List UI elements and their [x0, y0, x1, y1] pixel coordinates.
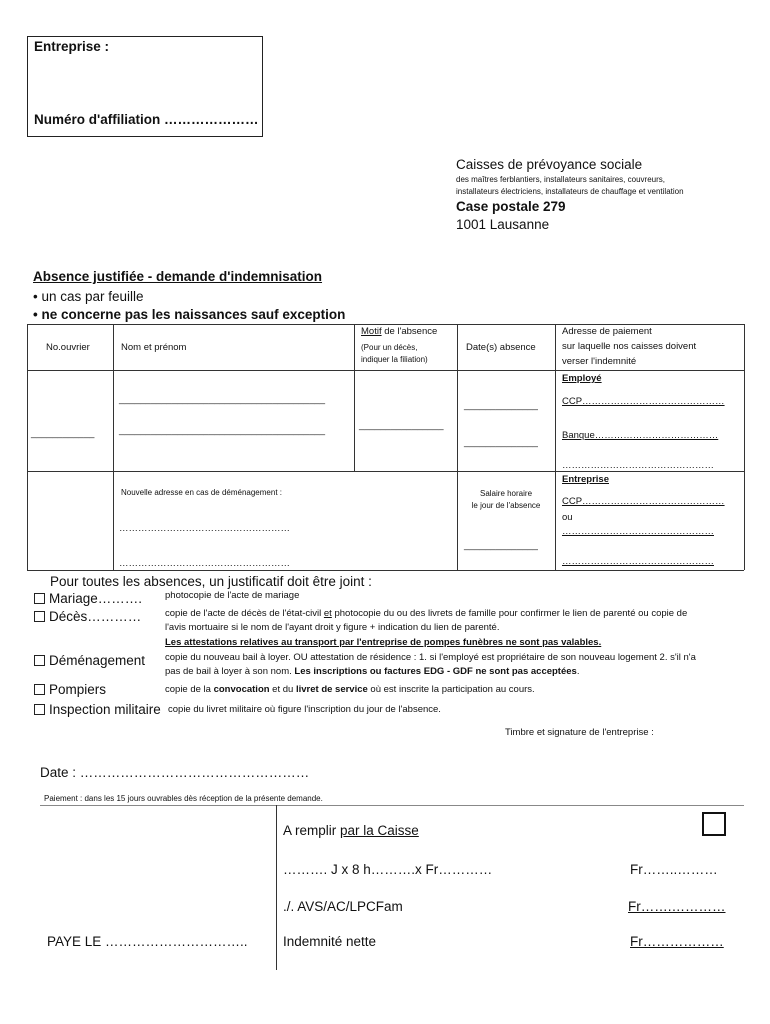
address-po-box: Case postale 279: [456, 199, 566, 214]
new-address-field-2[interactable]: ………………………………………………: [119, 558, 290, 569]
col-header-payment-3: verser l'indemnité: [562, 356, 637, 367]
worker-no-field[interactable]: ____________: [31, 428, 95, 439]
reason-rest: de l'absence: [381, 326, 438, 337]
bullet-no-births: • ne concerne pas les naissances sauf exception: [33, 307, 346, 322]
address-line3: installateurs électriciens, installateurs de chauffage et ventilation: [456, 187, 684, 196]
entreprise-label: Entreprise :: [34, 39, 110, 54]
reason-motif: Motif: [361, 326, 382, 337]
office-checkbox[interactable]: [702, 812, 726, 836]
col-header-worker-no: No.ouvrier: [46, 342, 90, 353]
address-line2: des maîtres ferblantiers, installateurs sanitaires, couvreurs,: [456, 175, 665, 184]
deductions-label: ./. AVS/AC/LPCFam: [283, 899, 403, 914]
company-ccp-field[interactable]: CCP………………………………………: [562, 496, 725, 507]
moving-label: Déménagement: [49, 653, 146, 668]
employee-label: Employé: [562, 373, 602, 384]
death-text-1-et: et: [323, 608, 332, 619]
col-header-reason: [361, 326, 437, 338]
military-label: Inspection militaire: [49, 702, 161, 717]
employee-bank-field[interactable]: Banque…………………………………: [562, 430, 719, 441]
col-header-name: Nom et prénom: [121, 342, 187, 353]
footer-divider: [40, 805, 744, 806]
footer-vertical-divider: [276, 805, 277, 970]
col-header-reason-note1: (Pour un décès,: [361, 343, 418, 352]
stamp-signature-label: Timbre et signature de l'entreprise :: [505, 727, 654, 738]
form-title: Absence justifiée - demande d'indemnisation: [33, 269, 323, 284]
office-use-label: [283, 822, 419, 839]
payment-note: Paiement : dans les 15 jours ouvrables dès réception de la présente demande.: [44, 794, 323, 803]
death-text-2: l'avis mortuaire si le nom de l'ayant droit y figure + indication du lien de parenté.: [165, 622, 500, 633]
checkbox-moving[interactable]: [34, 652, 145, 669]
moving-text-2c: .: [576, 666, 580, 677]
net-indemnity-label: Indemnité nette: [283, 934, 377, 949]
reason-field[interactable]: ________________: [359, 420, 444, 431]
name-field-2[interactable]: _______________________________________: [119, 425, 326, 436]
col-header-reason-note2: indiquer la filiation): [361, 355, 428, 364]
moving-text-2a: pas de bail à loyer à son nom.: [165, 666, 295, 677]
checkbox-icon[interactable]: [34, 684, 45, 695]
firefighters-text: [165, 684, 535, 696]
amount-field-3[interactable]: Fr………………: [630, 934, 724, 949]
employee-ccp-field[interactable]: CCP………………………………………: [562, 396, 725, 407]
amount-field-1[interactable]: Fr……..………: [630, 862, 718, 877]
company-alt-field-1[interactable]: …………………………………………: [562, 526, 714, 537]
checkbox-icon[interactable]: [34, 704, 45, 715]
moving-text-2: [165, 666, 579, 678]
office-use-b: par la Caisse: [340, 823, 419, 838]
date-field-2[interactable]: ______________: [464, 437, 538, 448]
new-address-label: Nouvelle adresse en cas de déménagement :: [121, 488, 282, 497]
checkbox-firefighters[interactable]: [34, 681, 106, 698]
death-text-1b: photocopie du ou des livrets de famille pour confirmer le lien de parenté ou copie de: [331, 608, 688, 619]
affiliation-label: Numéro d'affiliation …………………: [34, 112, 259, 127]
employee-extra-field[interactable]: …………………………………………: [562, 460, 714, 471]
death-text-1a: copie de l'acte de décès de l'état-civil: [165, 608, 324, 619]
hourly-wage-label-1: Salaire horaire: [479, 489, 533, 498]
moving-text-1: copie du nouveau bail à loyer. OU attestation de résidence : 1. si l'employé est propriétaire de son nouveau logement 2. s'il n'a: [165, 652, 696, 663]
date-field-1[interactable]: ______________: [464, 400, 538, 411]
ff-d: livret de service: [295, 684, 368, 695]
marriage-label: Mariage……….: [49, 591, 143, 606]
ff-b: convocation: [213, 684, 270, 695]
address-line1: Caisses de prévoyance sociale: [456, 157, 643, 172]
amount-field-2[interactable]: Fr…….…………: [628, 899, 726, 914]
checkbox-death[interactable]: [34, 608, 141, 625]
col-header-dates: Date(s) absence: [466, 342, 536, 353]
paid-on-field[interactable]: PAYE LE …………………………..: [47, 934, 248, 949]
hourly-wage-label-2: le jour de l'absence: [471, 501, 541, 510]
death-label: Décès…………: [49, 609, 142, 624]
office-use-a: A remplir: [283, 823, 341, 838]
address-city: 1001 Lausanne: [456, 217, 550, 232]
checkbox-icon[interactable]: [34, 593, 45, 604]
checkbox-military[interactable]: [34, 701, 161, 718]
company-label: Entreprise: [562, 474, 609, 485]
name-field-1[interactable]: _______________________________________: [119, 394, 326, 405]
calculation-line[interactable]: ………. J x 8 h……….x Fr…………: [283, 862, 493, 877]
justif-intro: Pour toutes les absences, un justificatif doit être joint :: [50, 574, 372, 589]
firefighters-label: Pompiers: [49, 682, 107, 697]
col-header-payment-2: sur laquelle nos caisses doivent: [562, 341, 697, 352]
military-text: copie du livret militaire où figure l'inscription du jour de l'absence.: [168, 704, 441, 715]
death-text-1: [165, 608, 687, 620]
bullet-one-case: • un cas par feuille: [33, 289, 144, 304]
hourly-wage-field[interactable]: ______________: [464, 540, 538, 551]
ff-e: où est inscrite la participation au cours.: [367, 684, 535, 695]
checkbox-icon[interactable]: [34, 655, 45, 666]
moving-text-2b: Les inscriptions ou factures EDG - GDF ne sont pas acceptées: [294, 666, 577, 677]
col-header-payment-1: Adresse de paiement: [562, 326, 652, 337]
checkbox-icon[interactable]: [34, 611, 45, 622]
ff-c: et du: [269, 684, 296, 695]
marriage-text: photocopie de l'acte de mariage: [165, 590, 300, 601]
ff-a: copie de la: [165, 684, 214, 695]
company-alt-field-2[interactable]: …………………………………………: [562, 556, 714, 567]
date-field[interactable]: Date : ……………………………………………: [40, 765, 310, 780]
checkbox-marriage[interactable]: [34, 590, 142, 607]
or-label: ou: [562, 512, 573, 523]
new-address-field-1[interactable]: ………………………………………………: [119, 523, 290, 534]
death-text-3: Les attestations relatives au transport par l'entreprise de pompes funèbres ne sont pas valables.: [165, 637, 602, 648]
